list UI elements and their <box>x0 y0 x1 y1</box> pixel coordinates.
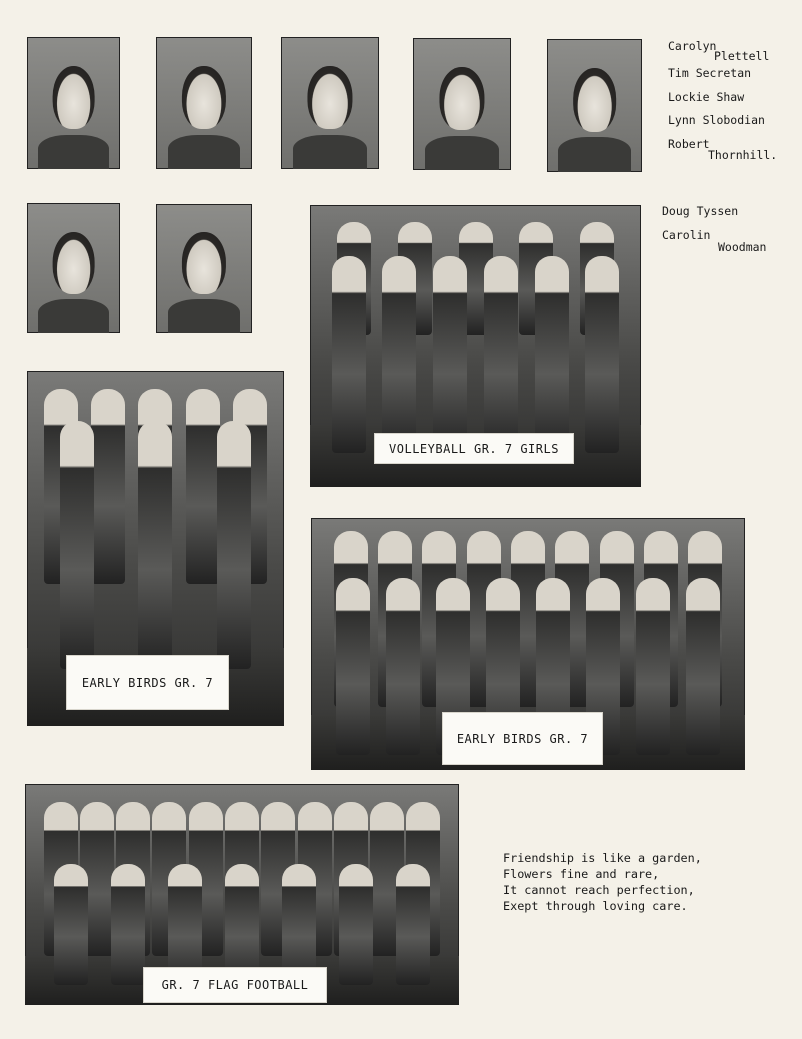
front-row <box>323 256 628 453</box>
student <box>396 864 430 986</box>
friendship-poem <box>503 850 702 914</box>
student <box>636 578 670 754</box>
student <box>484 256 518 453</box>
early-birds-right-caption: EARLY BIRDS GR. 7 <box>442 712 603 765</box>
volleyball-caption: VOLLEYBALL GR. 7 GIRLS <box>374 433 574 464</box>
student <box>60 421 94 670</box>
portrait-face <box>439 67 484 130</box>
early-birds-left-caption: EARLY BIRDS GR. 7 <box>66 655 229 710</box>
student <box>336 578 370 754</box>
name-doug: Doug Tyssen <box>662 204 739 218</box>
portrait-body <box>425 136 500 170</box>
poem-line-2: Flowers fine and rare, <box>503 867 660 881</box>
portrait-body <box>293 135 368 169</box>
front-row <box>37 421 273 670</box>
student <box>386 578 420 754</box>
portrait-face <box>52 232 95 294</box>
portrait-photo-4 <box>413 38 511 170</box>
student <box>585 256 619 453</box>
name-lynn: Lynn Slobodian <box>668 113 765 127</box>
name-lockie: Lockie Shaw <box>668 90 745 104</box>
student <box>339 864 373 986</box>
student <box>111 864 145 986</box>
portrait-photo-3 <box>281 37 379 169</box>
portrait-body <box>38 135 109 169</box>
names-list-mid <box>662 205 798 255</box>
names-list-top <box>668 40 798 165</box>
portrait-face <box>182 232 226 294</box>
portrait-body <box>38 299 109 333</box>
flag-football-caption: GR. 7 FLAG FOOTBALL <box>143 967 327 1003</box>
portrait-face <box>52 66 95 129</box>
portrait-body <box>558 137 630 172</box>
student <box>433 256 467 453</box>
student <box>535 256 569 453</box>
portrait-photo-7 <box>156 204 252 333</box>
portrait-body <box>168 299 241 333</box>
name-carolin-last: Woodman <box>718 240 767 254</box>
portrait-photo-2 <box>156 37 252 169</box>
portrait-face <box>182 66 226 129</box>
poem-line-3: It cannot reach perfection, <box>503 883 695 897</box>
student <box>332 256 366 453</box>
name-carolyn-last: Plettell <box>714 49 770 63</box>
name-carolin-first: Carolin <box>662 228 711 242</box>
poem-line-1: Friendship is like a garden, <box>503 851 702 865</box>
student <box>382 256 416 453</box>
portrait-face <box>307 66 352 129</box>
name-robert-last: Thornhill. <box>708 148 778 162</box>
student <box>138 421 172 670</box>
student <box>217 421 251 670</box>
name-carolyn-first: Carolyn <box>668 39 717 53</box>
poem-line-4: Exept through loving care. <box>503 899 688 913</box>
student <box>54 864 88 986</box>
name-robert-first: Robert <box>668 137 710 151</box>
portrait-photo-1 <box>27 37 120 169</box>
name-tim: Tim Secretan <box>668 66 752 80</box>
portrait-photo-5 <box>547 39 642 172</box>
portrait-face <box>573 68 617 132</box>
portrait-body <box>168 135 241 169</box>
portrait-photo-6 <box>27 203 120 333</box>
student <box>686 578 720 754</box>
